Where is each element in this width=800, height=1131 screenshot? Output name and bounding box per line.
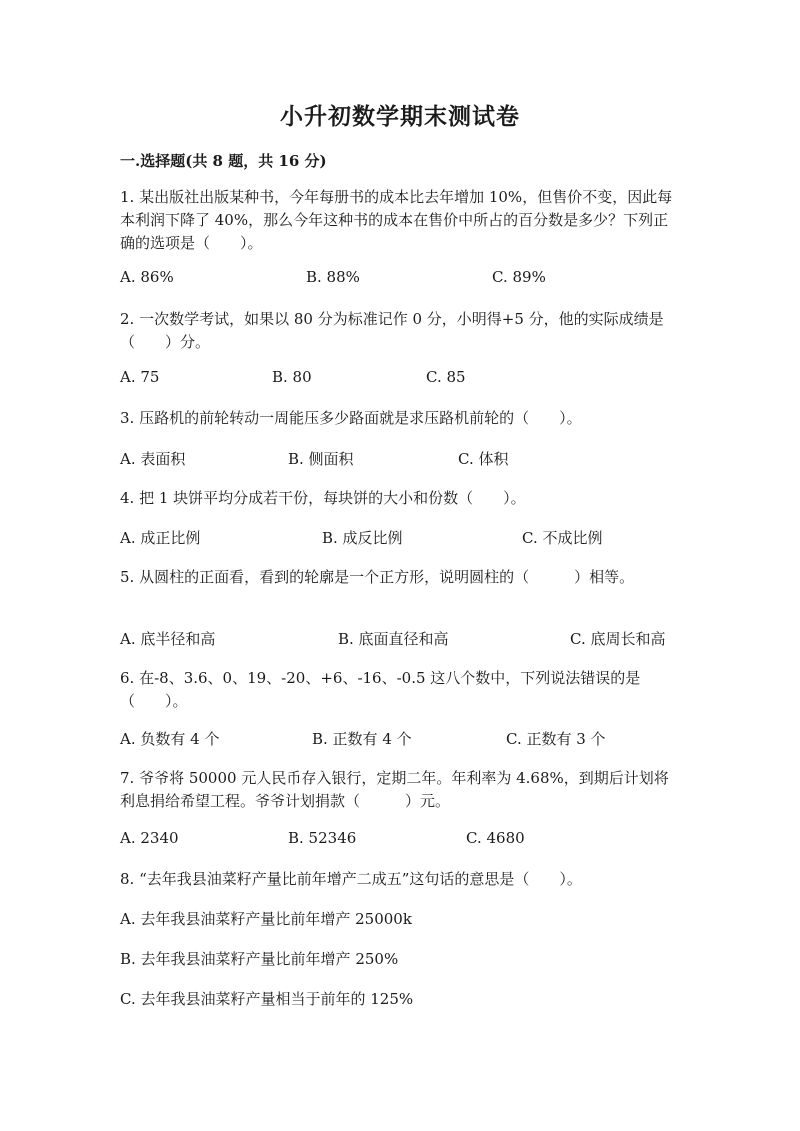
option-b[interactable]: B. 88% [306, 268, 360, 286]
option-c[interactable]: C. 去年我县油菜籽产量相当于前年的 125% [120, 990, 414, 1008]
section-heading: 一.选择题(共 8 题，共 16 分) [120, 152, 327, 170]
option-b[interactable]: B. 52346 [288, 829, 357, 847]
question-3: 3. 压路机的前轮转动一周能压多少路面就是求压路机前轮的（ ）。 [120, 409, 582, 427]
option-a[interactable]: A. 负数有 4 个 [120, 730, 220, 748]
option-c[interactable]: C. 正数有 3 个 [506, 730, 606, 748]
options-1 [120, 268, 680, 290]
options-6 [120, 728, 680, 750]
option-a[interactable]: A. 成正比例 [120, 529, 201, 547]
options-3 [120, 448, 680, 470]
question-7: 7. 爷爷将 50000 元人民币存入银行，定期二年。年利率为 4.68%，到期后计划将利息捐给希望工程。爷爷计划捐款（ ）元。 [120, 769, 669, 810]
options-5 [120, 628, 680, 650]
option-b[interactable]: B. 侧面积 [288, 450, 354, 468]
option-c[interactable]: C. 85 [426, 368, 466, 386]
option-b[interactable]: B. 底面直径和高 [338, 630, 449, 648]
question-6: 6. 在-8、3.6、0、19、-20、+6、-16、-0.5 这八个数中，下列说法错误的是（ ）。 [120, 669, 641, 710]
option-c[interactable]: C. 体积 [458, 450, 509, 468]
option-c[interactable]: C. 不成比例 [522, 529, 603, 547]
option-a[interactable]: A. 表面积 [120, 450, 186, 468]
option-a[interactable]: A. 去年我县油菜籽产量比前年增产 25000k [120, 910, 412, 928]
option-c[interactable]: C. 89% [492, 268, 546, 286]
option-a[interactable]: A. 75 [120, 368, 160, 386]
question-2: 2. 一次数学考试，如果以 80 分为标准记作 0 分，小明得+5 分，他的实际成绩是（ ）分。 [120, 310, 664, 351]
question-1: 1. 某出版社出版某种书，今年每册书的成本比去年增加 10%，但售价不变，因此每本利润下降了 40%，那么今年这种书的成本在售价中所占的百分数是多少？下列正确的选项是（ ）。 [120, 188, 673, 252]
option-a[interactable]: A. 底半径和高 [120, 630, 216, 648]
question-5: 5. 从圆柱的正面看，看到的轮廓是一个正方形，说明圆柱的（ ）相等。 [120, 568, 635, 586]
options-2 [120, 368, 680, 390]
option-c[interactable]: C. 4680 [466, 829, 525, 847]
option-a[interactable]: A. 2340 [120, 829, 179, 847]
option-b[interactable]: B. 去年我县油菜籽产量比前年增产 250% [120, 950, 399, 968]
option-b[interactable]: B. 成反比例 [322, 529, 403, 547]
options-7 [120, 829, 680, 851]
page-title: 小升初数学期末测试卷 [280, 103, 520, 130]
options-4 [120, 527, 680, 549]
question-8: 8. “去年我县油菜籽产量比前年增产二成五”这句话的意思是（ ）。 [120, 870, 582, 888]
option-a[interactable]: A. 86% [120, 268, 174, 286]
question-4: 4. 把 1 块饼平均分成若干份，每块饼的大小和份数（ ）。 [120, 489, 526, 507]
option-b[interactable]: B. 80 [272, 368, 312, 386]
option-c[interactable]: C. 底周长和高 [570, 630, 666, 648]
option-b[interactable]: B. 正数有 4 个 [312, 730, 412, 748]
